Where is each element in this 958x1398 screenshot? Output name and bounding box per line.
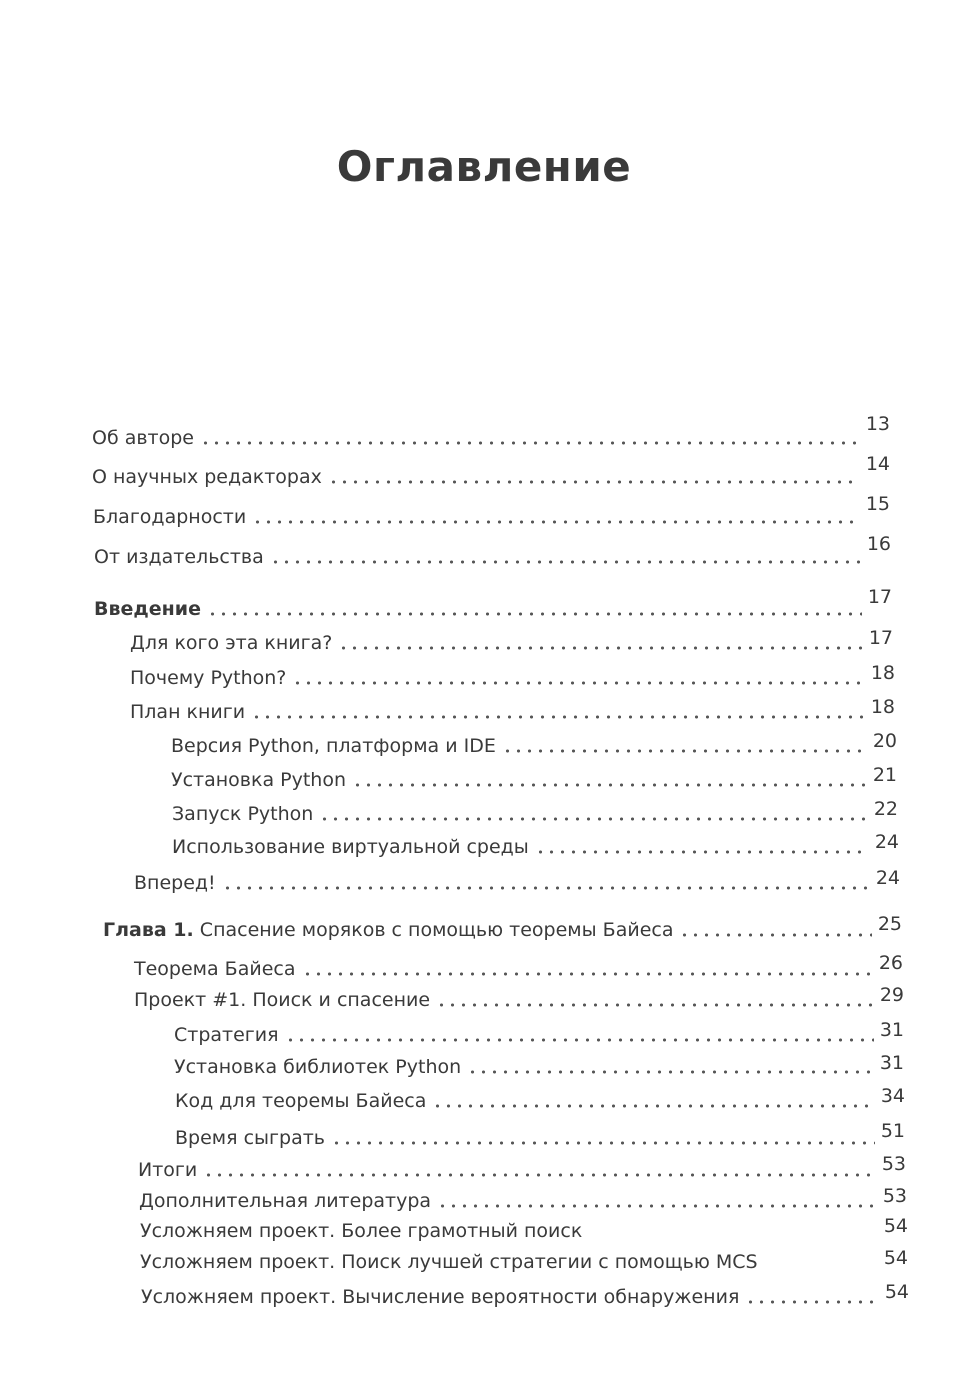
toc-entry-page: 53 <box>881 1153 906 1175</box>
toc-entry[interactable] <box>92 453 890 489</box>
dot-leader <box>467 1070 874 1074</box>
toc-entry-label: Усложняем проект. Поиск лучшей стратегии с помощью MCS <box>140 1251 758 1273</box>
dot-leader <box>331 1141 875 1145</box>
toc-entry-page: 54 <box>884 1281 909 1303</box>
toc-entry-page: 20 <box>872 730 897 752</box>
toc-entry-page: 24 <box>875 867 900 889</box>
toc-entry[interactable] <box>103 912 902 942</box>
dot-leader <box>302 972 873 976</box>
dot-leader <box>352 783 867 787</box>
toc-entry-page: 17 <box>868 627 893 649</box>
toc-entry-page: 54 <box>883 1247 908 1269</box>
dot-leader <box>588 1234 878 1238</box>
toc-entry[interactable] <box>134 982 904 1012</box>
toc-entry[interactable] <box>172 796 898 826</box>
toc-entry[interactable] <box>130 660 895 690</box>
dot-leader <box>502 749 867 753</box>
toc-entry[interactable] <box>140 1244 908 1274</box>
toc-entry[interactable] <box>92 413 890 450</box>
toc-entry-label: Время сыграть <box>175 1127 325 1149</box>
toc-entry[interactable] <box>139 1183 907 1213</box>
toc-entry[interactable] <box>134 865 900 895</box>
toc-entry[interactable] <box>94 586 892 621</box>
toc-entry[interactable] <box>172 829 899 859</box>
dot-leader <box>270 560 861 564</box>
toc-entry-page: 31 <box>879 1052 904 1074</box>
toc-entry-page: 34 <box>880 1085 905 1107</box>
toc-entry-label: Теорема Байеса <box>134 958 296 980</box>
dot-leader <box>203 1173 876 1177</box>
toc-entry-page: 31 <box>879 1019 904 1041</box>
chapter-number: Глава 1. <box>103 919 194 941</box>
dot-leader <box>535 850 869 854</box>
toc-entry[interactable] <box>141 1279 909 1309</box>
dot-leader <box>745 1300 878 1304</box>
dot-leader <box>328 480 860 484</box>
toc-entry[interactable] <box>138 1152 906 1182</box>
page-title: Оглавление <box>336 142 632 191</box>
toc-entry-page: 53 <box>882 1185 907 1207</box>
toc-entry-page: 13 <box>865 413 890 435</box>
toc-entry-label: Итоги <box>138 1159 198 1181</box>
toc-entry-label: Проект #1. Поиск и спасение <box>134 989 431 1011</box>
toc-entry-label: Почему Python? <box>130 667 287 689</box>
toc-entry[interactable] <box>93 493 890 529</box>
toc-entry[interactable] <box>174 1049 904 1079</box>
toc-entry-page: 22 <box>873 798 898 820</box>
toc-entry-label: Код для теоремы Байеса <box>175 1090 427 1112</box>
toc-entry-label: Использование виртуальной среды <box>172 836 529 858</box>
dot-leader <box>252 520 860 524</box>
dot-leader <box>285 1038 874 1042</box>
toc-entry-label: Запуск Python <box>172 803 314 825</box>
toc-entry-label: Благодарности <box>93 506 247 528</box>
toc-entry-label: Установка библиотек Python <box>174 1056 462 1078</box>
toc-entry-label: О научных редакторах <box>92 466 322 488</box>
toc-entry-label: Об авторе <box>92 427 194 449</box>
dot-leader <box>200 441 860 445</box>
toc-entry-page: 17 <box>867 586 892 608</box>
toc-entry-label: Усложняем проект. Вычисление вероятности обнаружения <box>141 1286 740 1308</box>
toc-entry[interactable] <box>130 694 895 724</box>
toc-entry[interactable] <box>94 533 891 569</box>
dot-leader <box>251 715 865 719</box>
toc-entry-page: 29 <box>879 984 904 1006</box>
toc-entry-label <box>103 918 673 942</box>
toc-entry-label: Вперед! <box>134 872 216 894</box>
toc-entry-label: План книги <box>130 701 246 723</box>
toc-entry[interactable] <box>174 1017 904 1047</box>
dot-leader <box>222 886 870 890</box>
toc-entry-label: Усложняем проект. Более грамотный поиск <box>140 1220 583 1242</box>
dot-leader <box>764 1265 878 1269</box>
dot-leader <box>432 1104 874 1108</box>
toc-entry-label: Для кого эта книга? <box>130 632 333 654</box>
toc-entry-page: 21 <box>872 764 897 786</box>
toc-entry-page: 18 <box>870 662 895 684</box>
toc-entry[interactable] <box>171 728 897 758</box>
toc-entry-page: 16 <box>866 533 891 555</box>
toc-entry-label: Версия Python, платформа и IDE <box>171 735 496 757</box>
chapter-title: Спасение моряков с помощью теоремы Байеса <box>199 919 674 941</box>
dot-leader <box>292 681 864 685</box>
dot-leader <box>207 612 862 616</box>
toc-entry-label: От издательства <box>94 546 264 568</box>
dot-leader <box>436 1003 874 1007</box>
toc-entry-label: Введение <box>94 598 201 620</box>
toc-entry[interactable] <box>140 1213 908 1243</box>
toc-entry-page: 14 <box>865 453 890 475</box>
dot-leader <box>319 817 868 821</box>
toc-entry-page: 24 <box>874 831 899 853</box>
toc-entry[interactable] <box>175 1120 905 1150</box>
toc-entry-label: Стратегия <box>174 1024 279 1046</box>
toc-entry[interactable] <box>134 951 903 981</box>
toc-entry-page: 26 <box>878 952 903 974</box>
toc-entry-page: 25 <box>877 913 902 935</box>
toc-entry-page: 54 <box>883 1215 908 1237</box>
toc-entry[interactable] <box>175 1083 905 1113</box>
toc-entry-page: 51 <box>880 1120 905 1142</box>
toc-entry-label: Дополнительная литература <box>139 1190 432 1212</box>
toc-entry[interactable] <box>130 625 893 655</box>
toc-entry[interactable] <box>171 762 897 792</box>
toc-entry-page: 18 <box>870 696 895 718</box>
dot-leader <box>437 1204 877 1208</box>
toc-entry-page: 15 <box>865 493 890 515</box>
dot-leader <box>338 646 862 650</box>
toc-entry-label: Установка Python <box>171 769 346 791</box>
dot-leader <box>679 933 871 937</box>
